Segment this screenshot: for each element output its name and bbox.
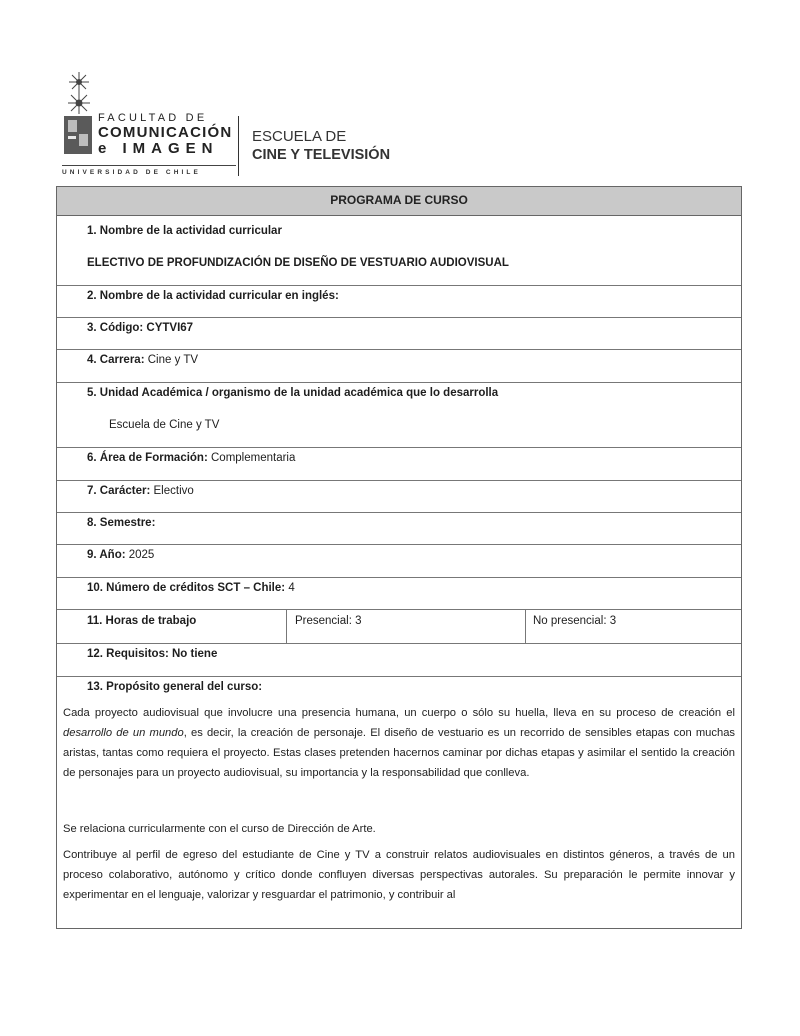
row-divider [57,609,741,610]
field-7-value: Electivo [153,485,194,497]
purpose-paragraph-1-part-a: Cada proyecto audiovisual que involucre una presencia humana, un cuerpo o sólo su huella, lleva en su proceso de creación el [63,707,735,719]
field-12-label: 12. Requisitos: No tiene [87,648,218,660]
university-name: UNIVERSIDAD DE CHILE [62,169,201,176]
university-emblem-icon [62,70,96,160]
faculty-name-line1: FACULTAD DE [98,112,208,124]
row-divider [57,544,741,545]
purpose-paragraph-1-part-b: , es decir, la creación de personaje. El diseño de vestuario es un recorrido de sensibles etapas con muchas aristas, tantas como requiera el proyecto. Estas clases pretenden hacernos caminar por dichas etapas y asimilar el sentido la creación de personajes para un proyecto audiovisual, su importancia y la responsabilidad que conlleva. [63,727,736,779]
field-1-label: 1. Nombre de la actividad curricular [87,225,282,237]
row-divider [57,447,741,448]
form-title: PROGRAMA DE CURSO [330,193,468,207]
row-divider [57,480,741,481]
school-name-line2: CINE Y TELEVISIÓN [252,147,391,163]
field-9-label: 9. Año: [87,549,126,561]
field-9-value: 2025 [128,549,155,561]
school-name-line1: ESCUELA DE [252,128,347,145]
field-11-no-presencial: No presencial: 3 [533,615,617,627]
row-divider [57,676,741,677]
field-9 [87,549,154,561]
field-6-label: 6. Área de Formación: [87,452,208,464]
field-5-label: 5. Unidad Académica / organismo de la unidad académica que lo desarrolla [87,387,499,399]
field-10-label: 10. Número de créditos SCT – Chile: [87,582,286,594]
form-title-bar [57,187,741,216]
logo-divider [62,165,236,166]
field-10 [87,582,295,594]
school-name [252,127,390,165]
field-3-label: 3. Código: CYTVI67 [87,322,194,334]
field-4 [87,354,198,366]
field-1-value: ELECTIVO DE PROFUNDIZACIÓN DE DISEÑO DE VESTUARIO AUDIOVISUAL [87,257,509,269]
purpose-paragraph-1 [63,703,735,783]
faculty-name-line3: e IMAGEN [98,140,219,157]
field-7-label: 7. Carácter: [87,485,151,497]
purpose-paragraph-3: Contribuye al perfil de egreso del estudiante de Cine y TV a construir relatos audiovisuales en distintos géneros, a través de un proceso colaborativo, autónomo y crítico donde confluyen diversas perspectivas autorales. Su preparación le permite innovar y experimentar en el lenguaje, valorizar y resguardar el patrimonio, y contribuir al [63,849,735,901]
course-program-form [56,186,742,929]
column-divider [286,609,287,643]
row-divider [57,285,741,286]
field-5-value: Escuela de Cine y TV [109,419,220,431]
field-4-value: Cine y TV [147,354,199,366]
field-2-label: 2. Nombre de la actividad curricular en inglés: [87,290,339,302]
field-11-presencial: Presencial: 3 [295,615,362,627]
row-divider [57,349,741,350]
field-13-label: 13. Propósito general del curso: [87,681,263,693]
row-divider [57,643,741,644]
field-6-value: Complementaria [211,452,296,464]
field-4-label: 4. Carrera: [87,354,145,366]
field-10-value: 4 [288,582,295,594]
purpose-paragraph-2: Se relaciona curricularmente con el curso de Dirección de Arte. [63,823,376,835]
purpose-paragraph-1-emphasis: desarrollo de un mundo [63,727,184,739]
field-7 [87,485,194,497]
letterhead [62,70,482,180]
column-divider [525,609,526,643]
row-divider [57,382,741,383]
header-vertical-divider [238,116,239,176]
faculty-name-line2: COMUNICACIÓN [98,124,233,141]
field-11-label: 11. Horas de trabajo [87,615,197,627]
field-8-label: 8. Semestre: [87,517,156,529]
field-6 [87,452,295,464]
row-divider [57,317,741,318]
row-divider [57,512,741,513]
row-divider [57,577,741,578]
